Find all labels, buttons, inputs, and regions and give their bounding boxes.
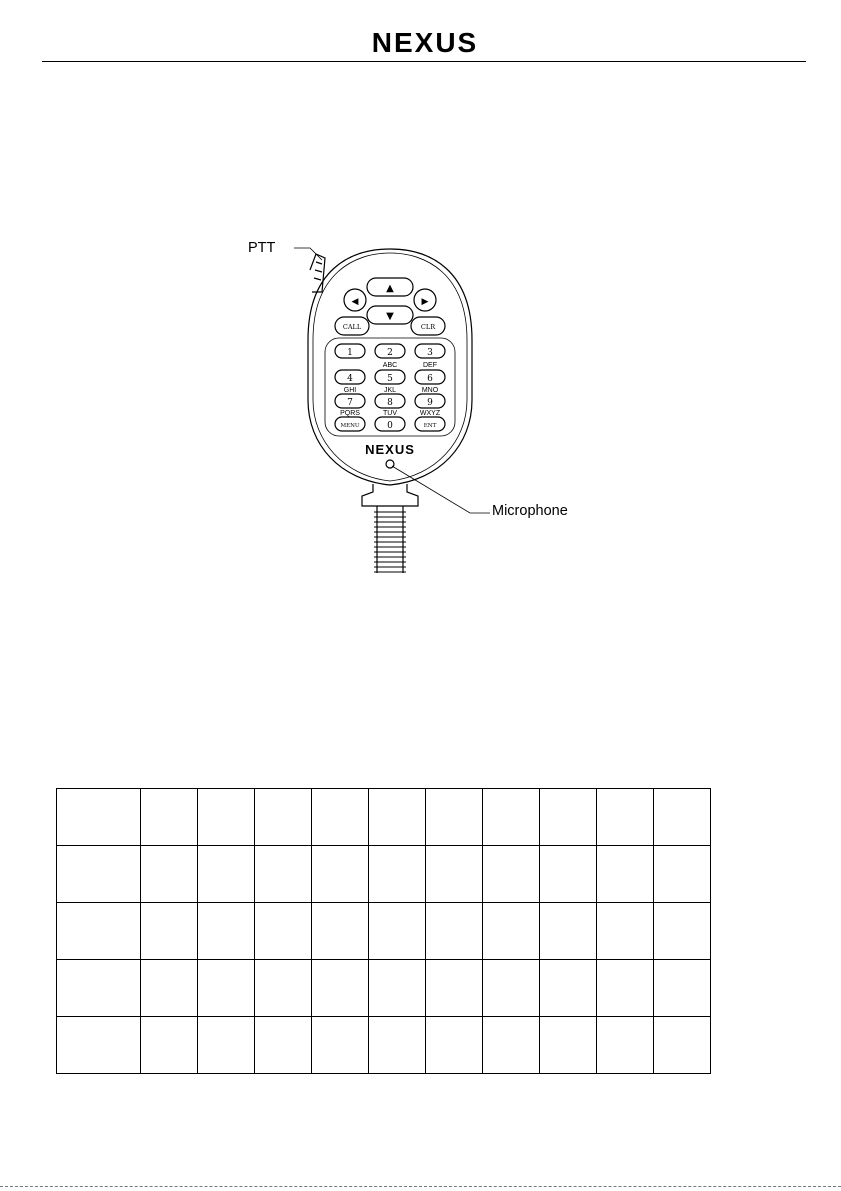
grid-cell	[654, 903, 711, 960]
grid-cell	[540, 789, 597, 846]
grid-cell	[255, 903, 312, 960]
grid-body	[57, 789, 711, 1074]
microphone-drawing	[240, 230, 600, 580]
grid-cell	[198, 903, 255, 960]
grid-cell	[597, 1017, 654, 1074]
grid-cell	[141, 789, 198, 846]
grid-cell	[312, 846, 369, 903]
microphone-callout-label: Microphone	[492, 503, 568, 519]
key-1[interactable]: 1	[347, 348, 353, 358]
grid-row	[57, 846, 711, 903]
grid-cell	[369, 1017, 426, 1074]
grid-cell	[312, 960, 369, 1017]
header-rule	[42, 61, 806, 62]
ptt-leader-line	[294, 248, 322, 260]
cable-strain-relief	[362, 484, 418, 506]
grid-cell	[312, 1017, 369, 1074]
grid-cell	[597, 960, 654, 1017]
key-7-letters: PQRS	[340, 410, 360, 417]
grid-cell	[198, 846, 255, 903]
grid-cell	[540, 960, 597, 1017]
ptt-callout-label: PTT	[248, 240, 276, 256]
grid-cell	[369, 789, 426, 846]
grid-cell	[654, 789, 711, 846]
key-6[interactable]: 6	[427, 374, 433, 384]
grid-cell	[597, 903, 654, 960]
grid-cell	[141, 960, 198, 1017]
grid-row	[57, 789, 711, 846]
grid-cell	[426, 846, 483, 903]
grid-cell	[654, 846, 711, 903]
grid-cell	[369, 903, 426, 960]
grid-cell	[57, 789, 141, 846]
right-arrow-icon[interactable]: ▶	[421, 297, 429, 307]
grid-cell	[312, 789, 369, 846]
key-8-letters: TUV	[383, 410, 397, 417]
grid-cell	[198, 1017, 255, 1074]
brand-logo-text: NEXUS	[371, 30, 479, 54]
grid-cell	[255, 1017, 312, 1074]
microphone-figure	[240, 230, 600, 580]
grid-cell	[483, 1017, 540, 1074]
grid-cell	[654, 960, 711, 1017]
mic-brand-logo: NEXUS	[365, 442, 415, 457]
key-5-letters: JKL	[383, 387, 397, 394]
grid-cell	[483, 960, 540, 1017]
grid-cell	[141, 1017, 198, 1074]
grid-cell	[483, 903, 540, 960]
key-7[interactable]: 7	[347, 398, 353, 408]
key-3[interactable]: 3	[427, 348, 433, 358]
grid-cell	[426, 789, 483, 846]
grid-cell	[57, 846, 141, 903]
grid-cell	[540, 903, 597, 960]
grid-cell	[255, 789, 312, 846]
grid-cell	[255, 846, 312, 903]
grid-cell	[426, 1017, 483, 1074]
grid-cell	[312, 903, 369, 960]
grid-cell	[540, 1017, 597, 1074]
key-6-letters: MNO	[421, 387, 439, 394]
grid-cell	[426, 903, 483, 960]
left-arrow-icon[interactable]: ◀	[351, 297, 359, 307]
cable	[377, 506, 403, 573]
grid-cell	[654, 1017, 711, 1074]
key-3-letters: DEF	[423, 362, 437, 369]
grid-row	[57, 1017, 711, 1074]
key-9-letters: WXYZ	[419, 410, 441, 417]
grid-cell	[483, 789, 540, 846]
key-2-letters: ABC	[382, 362, 398, 369]
call-button-label[interactable]: CALL	[342, 323, 362, 331]
grid-cell	[255, 960, 312, 1017]
grid-cell	[597, 846, 654, 903]
grid-cell	[141, 846, 198, 903]
grid-cell	[483, 846, 540, 903]
empty-grid-table	[56, 788, 711, 1074]
ptt-side-button	[310, 254, 325, 292]
key-8[interactable]: 8	[387, 398, 393, 408]
page-bottom-border	[0, 1186, 841, 1187]
grid-cell	[141, 903, 198, 960]
key-5[interactable]: 5	[387, 374, 393, 384]
grid-cell	[57, 1017, 141, 1074]
brand-logo	[332, 30, 518, 54]
grid-row	[57, 903, 711, 960]
grid-cell	[198, 960, 255, 1017]
menu-button-label[interactable]: MENU	[340, 423, 360, 429]
key-4[interactable]: 4	[347, 374, 353, 384]
clr-button-label[interactable]: CLR	[420, 323, 436, 331]
up-arrow-icon[interactable]: ▲	[386, 283, 394, 294]
grid-cell	[57, 903, 141, 960]
grid-cell	[369, 846, 426, 903]
ent-button-label[interactable]: ENT	[423, 423, 437, 429]
grid-cell	[540, 846, 597, 903]
grid-cell	[369, 960, 426, 1017]
grid-cell	[426, 960, 483, 1017]
key-0[interactable]: 0	[387, 421, 393, 431]
down-arrow-icon[interactable]: ▼	[386, 311, 394, 322]
grid-cell	[198, 789, 255, 846]
key-9[interactable]: 9	[427, 398, 433, 408]
grid-row	[57, 960, 711, 1017]
key-4-letters: GHI	[343, 387, 357, 394]
key-2[interactable]: 2	[387, 348, 393, 358]
grid-cell	[57, 960, 141, 1017]
grid-cell	[597, 789, 654, 846]
